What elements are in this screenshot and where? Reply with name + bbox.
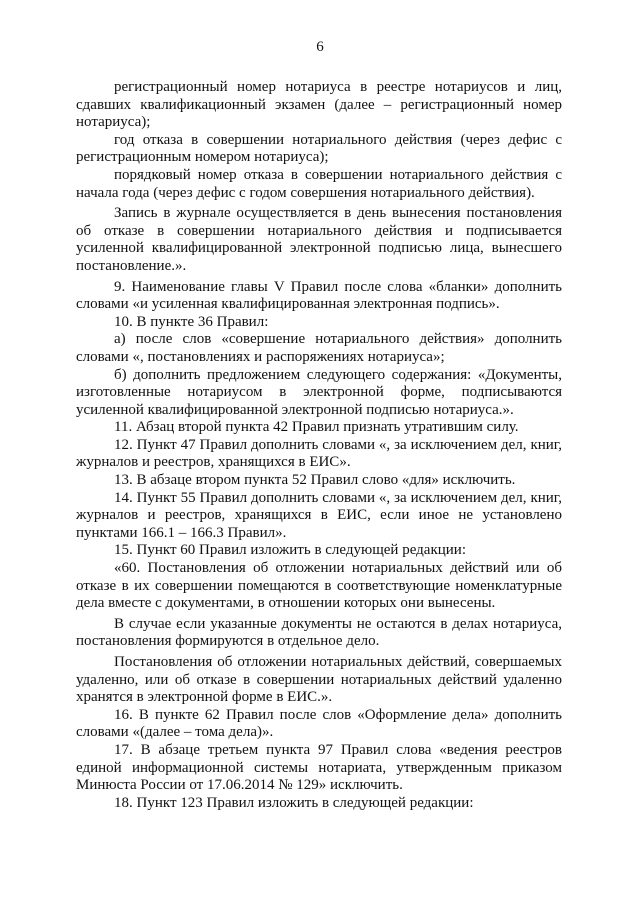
paragraph-item-13: 13. В абзаце втором пункта 52 Правил слово «для» исключить. (114, 472, 516, 489)
paragraph-item-14: 14. Пункт 55 Правил дополнить словами «, за исключением дел, книг, журналов и реестров, хранящихся в ЕИС, если иное не установлено пунктами 166.1 – 166.3 Правил». (76, 489, 562, 541)
paragraph-item-10-b: б) дополнить предложением следующего содержания: «Документы, изготовленные нотариусом в электронной форме, подписываются усиленной квалифицированной электронной подписью нотариуса.». (76, 366, 562, 418)
paragraph-item-15: 15. Пункт 60 Правил изложить в следующей редакции: (114, 542, 466, 559)
paragraph-sequence-number: порядковый номер отказа в совершении нотариального действия с начала года (через дефис с годом совершения нотариального действия). (76, 166, 562, 201)
paragraph-remote-storage: Постановления об отложении нотариальных действий, совершаемых удаленно, или об отказе в совершении нотариальных действий удаленно хранятся в электронной форме в ЕИС.». (76, 654, 562, 706)
paragraph-item-17: 17. В абзаце третьем пункта 97 Правил слова «ведения реестров единой информационной системы нотариата, утвержденным приказом Минюста России от 17.06.2014 № 129» исключить. (76, 741, 562, 794)
paragraph-item-9: 9. Наименование главы V Правил после слова «бланки» дополнить словами «и усиленная квалифицированная электронная подпись». (76, 278, 562, 313)
paragraph-item-11: 11. Абзац второй пункта 42 Правил признать утратившим силу. (114, 419, 519, 436)
paragraph-refusal-year: год отказа в совершении нотариального действия (через дефис с регистрационным номером нотариуса); (76, 131, 562, 166)
page-number: 6 (316, 39, 324, 55)
paragraph-item-18: 18. Пункт 123 Правил изложить в следующей редакции: (114, 794, 474, 811)
paragraph-item-10-a: а) после слов «совершение нотариального действия» дополнить словами «, постановлениях и распоряжениях нотариуса»; (76, 331, 562, 365)
paragraph-item-15-text: «60. Постановления об отложении нотариальных действий или об отказе в их совершении помещаются в соответствующие номенклатурные дела вместе с документами, в отношении которых они вынесены. (76, 560, 562, 612)
paragraph-registration-number: регистрационный номер нотариуса в реестре нотариусов и лиц, сдавших квалификационный экзамен (далее – регистрационный номер нотариуса); (76, 79, 562, 131)
paragraph-separate-case: В случае если указанные документы не остаются в делах нотариуса, постановления формируются в отдельное дело. (76, 615, 562, 650)
paragraph-item-12: 12. Пункт 47 Правил дополнить словами «, за исключением дел, книг, журналов и реестров, хранящихся в ЕИС». (76, 436, 562, 471)
paragraph-item-16: 16. В пункте 62 Правил после слов «Оформление дела» дополнить словами «(далее – тома дела)». (76, 706, 562, 741)
paragraph-journal-entry: Запись в журнале осуществляется в день вынесения постановления об отказе в совершении нотариального действия и подписывается усиленной квалифицированной электронной подписью лица, вынесшего постановление.». (76, 205, 562, 274)
document-body (76, 79, 562, 812)
paragraph-item-10: 10. В пункте 36 Правил: (114, 313, 269, 330)
